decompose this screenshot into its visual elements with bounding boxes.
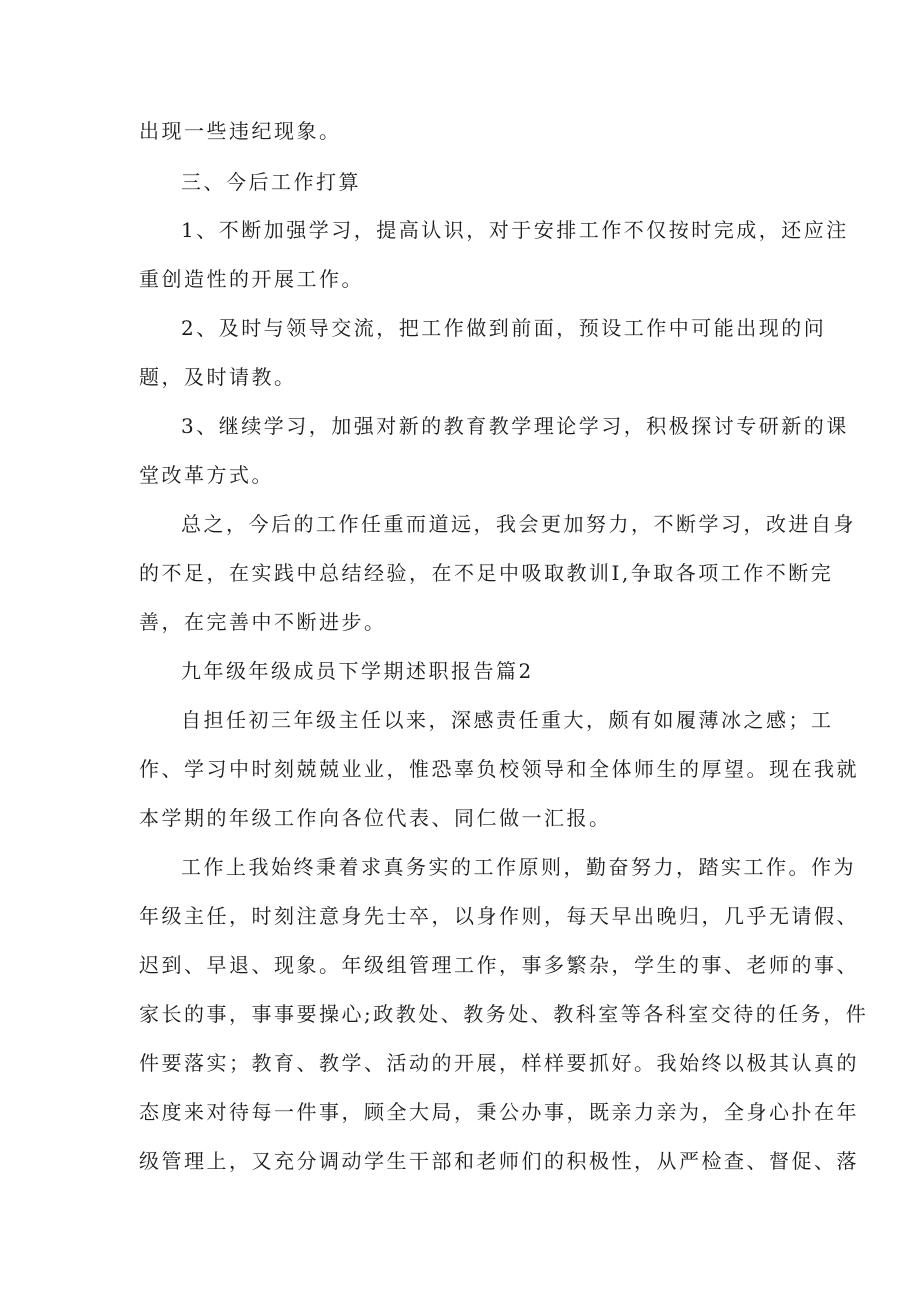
text-line: 家长的事，事事要操心;政教处、教务处、教科室等各科室交待的任务，件 [139,1002,869,1026]
text-line: 级管理上，又充分调动学生干部和老师们的积极性，从严检查、督促、落 [139,1149,859,1173]
text-line: 堂改革方式。 [139,463,274,487]
text-line: 3、继续学习，加强对新的教育教学理论学习，积极探讨专研新的课 [181,414,849,438]
text-line: 重创造性的开展工作。 [139,267,364,291]
section-heading: 三、今后工作打算 [181,170,361,194]
text-line: 本学期的年级工作向各位代表、同仁做一汇报。 [139,806,612,830]
text-line: 出现一些违纪现象。 [139,119,342,143]
text-line: 2、及时与领导交流，把工作做到前面，预设工作中可能出现的问 [181,316,827,340]
text-line: 1、不断加强学习，提高认识，对于安排工作不仅按时完成，还应注 [181,218,849,242]
text-line: 迟到、早退、现象。年级组管理工作，事多繁杂，学生的事、老师的事、 [139,953,859,977]
text-line: 题，及时请教。 [139,365,297,389]
text-line: 作、学习中时刻兢兢业业，惟恐辜负校领导和全体师生的厚望。现在我就 [139,757,859,781]
text-line: 态度来对待每一件事，顾全大局，秉公办事，既亲力亲为，全身心扑在年 [139,1100,859,1124]
text-line: 总之，今后的工作任重而道远，我会更加努力，不断学习，改进自身 [181,512,856,536]
text-line: 自担任初三年级主任以来，深感责任重大，颇有如履薄冰之感；工 [181,708,834,732]
text-line: 件要落实；教育、教学、活动的开展，样样要抓好。我始终以极其认真的 [139,1051,859,1075]
text-line: 年级主任，时刻注意身先士卒，以身作则，每天早出晚归，几乎无请假、 [139,904,859,928]
text-line: 工作上我始终秉着求真务实的工作原则，勤奋努力，踏实工作。作为 [181,855,856,879]
text-line: 的不足，在实践中总结经验，在不足中吸取教训I,争取各项工作不断完 [139,561,834,585]
article-title: 九年级年级成员下学期述职报告篇2 [181,659,534,683]
text-line: 善，在完善中不断进步。 [139,610,387,634]
